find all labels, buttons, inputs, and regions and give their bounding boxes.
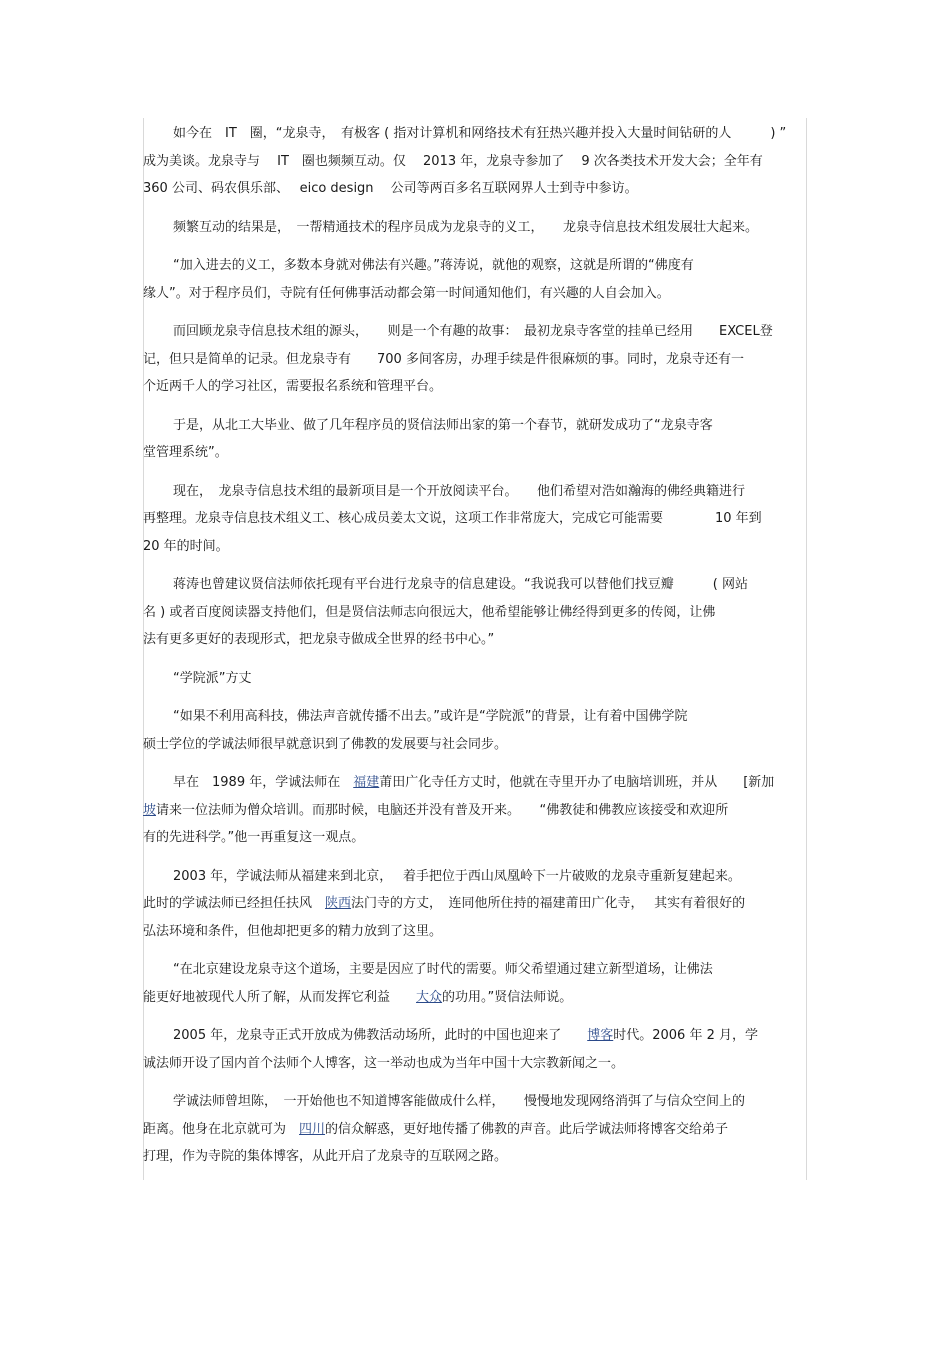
line-text: 的功用。”贤信法师说。 [442,989,573,1005]
keyword-link[interactable]: 福建 [353,775,380,790]
line-text: “如果不利用高科技，佛法声音就传播不出去。”或许是“学院派”的背景，让有着中国佛学院 [173,709,688,724]
line-text: 2003 年，学诚法师从福建来到北京， 着手把位于西山凤凰岭下一片破败的龙泉寺重新复建起来。 [173,868,741,884]
line-text: 弘法环境和条件，但他却把更多的精力放到了这里。 [143,923,443,939]
paragraph-line [143,797,805,825]
line-text: “在北京建设龙泉寺这个道场，主要是因应了时代的需要。师父希望通过建立新型道场，让佛法 [173,962,713,977]
line-text: 记，但只是简单的记录。但龙泉寺有 700 多间客房，办理手续是件很麻烦的事。同时，龙泉寺还有一 [143,351,744,367]
paragraph-line [143,373,805,401]
paragraph-gap [143,945,805,956]
paragraph-gap [143,241,805,252]
line-text: 请来一位法师为僧众培训。而那时候，电脑还并没有普及开来。 “佛教徒和佛教应该接受和欢迎所 [156,802,729,818]
line-text: 硕士学位的学诚法师很早就意识到了佛教的发展要与社会同步。 [143,736,508,752]
keyword-link[interactable]: 博客 [587,1028,614,1043]
line-text: 360 公司、码农俱乐部、 eico design 公司等两百多名互联网界人士到寺中参访。 [143,181,638,196]
paragraph-line [143,769,805,797]
paragraph-line [143,626,805,654]
paragraph-line [143,346,805,374]
article-paragraph [143,120,805,203]
page-border-right [806,118,807,1180]
paragraph-line [143,599,805,627]
article-paragraph [143,769,805,852]
article-paragraph [143,318,805,401]
line-text: 名 ) 或者百度阅读器支持他们，但是贤信法师志向很远大，他希望能够让佛经得到更多的传阅，让佛 [143,604,716,620]
line-text: 个近两千人的学习社区，需要报名系统和管理平台。 [143,379,443,394]
line-text: 学诚法师曾坦陈， 一开始他也不知道博客能做成什么样， 慢慢地发现网络消弭了与信众空间上的 [173,1094,746,1109]
paragraph-gap [143,654,805,665]
paragraph-line [143,731,805,759]
paragraph-line [143,280,805,308]
line-text: 法有更多更好的表现形式，把龙泉寺做成全世界的经书中心。” [143,632,495,647]
paragraph-line [143,1116,805,1144]
line-text: 距离。他身在北京就可为 [143,1121,300,1137]
paragraph-line [143,956,805,984]
paragraph-line [143,571,805,599]
paragraph-gap [143,1077,805,1088]
article-paragraph [143,1088,805,1171]
keyword-link[interactable]: 四川 [299,1121,326,1137]
article-paragraph [143,703,805,758]
paragraph-line [143,120,805,148]
paragraph-gap [143,1011,805,1022]
paragraph-line [143,1143,805,1171]
line-text: 现在， 龙泉寺信息技术组的最新项目是一个开放阅读平台。 他们希望对浩如瀚海的佛经典籍进行 [173,483,746,499]
paragraph-line [143,1050,805,1078]
line-text: 早在 1989 年，学诚法师在 [173,775,354,790]
keyword-link[interactable]: 坡 [143,802,157,818]
line-text: 缘人”。对于程序员们，寺院有任何佛事活动都会第一时间通知他们，有兴趣的人自会加入。 [143,285,670,301]
paragraph-line [143,533,805,561]
paragraph-line [143,863,805,891]
line-text: 能更好地被现代人所了解，从而发挥它利益 [143,989,417,1005]
paragraph-line [143,175,805,203]
article-paragraph [143,1022,805,1077]
article-paragraph [143,863,805,946]
paragraph-gap [143,203,805,214]
paragraph-gap [143,852,805,863]
paragraph-line [143,214,805,242]
article-paragraph [143,571,805,654]
line-text: “学院派”方丈 [173,670,252,686]
paragraph-gap [143,560,805,571]
article-paragraph [143,956,805,1011]
paragraph-line [143,824,805,852]
line-text: 打理，作为寺院的集体博客，从此开启了龙泉寺的互联网之路。 [143,1149,508,1164]
paragraph-line [143,478,805,506]
article-paragraph [143,665,805,693]
paragraph-line [143,412,805,440]
line-text: 时代。2006 年 2 月，学 [613,1028,758,1043]
paragraph-line [143,890,805,918]
paragraph-gap [143,307,805,318]
paragraph-line [143,439,805,467]
keyword-link[interactable]: 大众 [416,989,443,1005]
paragraph-line [143,1022,805,1050]
paragraph-line [143,918,805,946]
line-text: 频繁互动的结果是， 一帮精通技术的程序员成为龙泉寺的义工， 龙泉寺信息技术组发展壮大起来。 [173,219,759,235]
line-text: 而回顾龙泉寺信息技术组的源头， 则是一个有趣的故事： 最初龙泉寺客堂的挂单已经用 EXCEL登 [173,324,773,339]
line-text: 此时的学诚法师已经担任扶风 [143,896,326,911]
line-text: 于是，从北工大毕业、做了几年程序员的贤信法师出家的第一个春节，就研发成功了“龙泉寺客 [173,417,713,433]
article-body [143,120,805,1182]
line-text: 堂管理系统”。 [143,445,228,460]
paragraph-line [143,505,805,533]
line-text: 成为美谈。龙泉寺与 IT 圈也频频互动。仅 2013 年，龙泉寺参加了 9 次各类技术开发大会；全年有 [143,153,763,169]
line-text: 2005 年，龙泉寺正式开放成为佛教活动场所，此时的中国也迎来了 [173,1028,588,1043]
paragraph-line [143,703,805,731]
article-paragraph [143,214,805,242]
line-text: 有的先进科学。”他一再重复这一观点。 [143,830,365,845]
paragraph-line [143,252,805,280]
paragraph-gap [143,401,805,412]
line-text: 再整理。龙泉寺信息技术组义工、核心成员姜太文说，这项工作非常庞大，完成它可能需要 10 年到 [143,511,762,526]
article-paragraph [143,412,805,467]
line-text: “加入进去的义工，多数本身就对佛法有兴趣。”蒋涛说，就他的观察，这就是所谓的“佛度有 [173,258,694,273]
paragraph-gap [143,692,805,703]
article-paragraph [143,478,805,561]
paragraph-line [143,665,805,693]
paragraph-line [143,318,805,346]
paragraph-line [143,984,805,1012]
line-text: 如今在 IT 圈，“龙泉寺， 有极客 ( 指对计算机和网络技术有狂热兴趣并投入大量时间钻研的人 ) ” [173,126,787,141]
article-paragraph [143,252,805,307]
paragraph-gap [143,1171,805,1182]
line-text: 莆田广化寺任方丈时，他就在寺里开办了电脑培训班，并从 [新加 [379,775,775,790]
paragraph-line [143,148,805,176]
paragraph-gap [143,467,805,478]
line-text: 的信众解惑，更好地传播了佛教的声音。此后学诚法师将博客交给弟子 [325,1121,729,1137]
line-text: 诚法师开设了国内首个法师个人博客，这一举动也成为当年中国十大宗教新闻之一。 [143,1055,625,1071]
line-text: 20 年的时间。 [143,538,229,554]
paragraph-gap [143,758,805,769]
keyword-link[interactable]: 陕西 [325,896,352,911]
line-text: 法门寺的方丈， 连同他所住持的福建莆田广化寺， 其实有着很好的 [351,896,746,911]
line-text: 蒋涛也曾建议贤信法师依托现有平台进行龙泉寺的信息建设。“我说我可以替他们找豆瓣 ( 网站 [173,577,748,592]
paragraph-line [143,1088,805,1116]
